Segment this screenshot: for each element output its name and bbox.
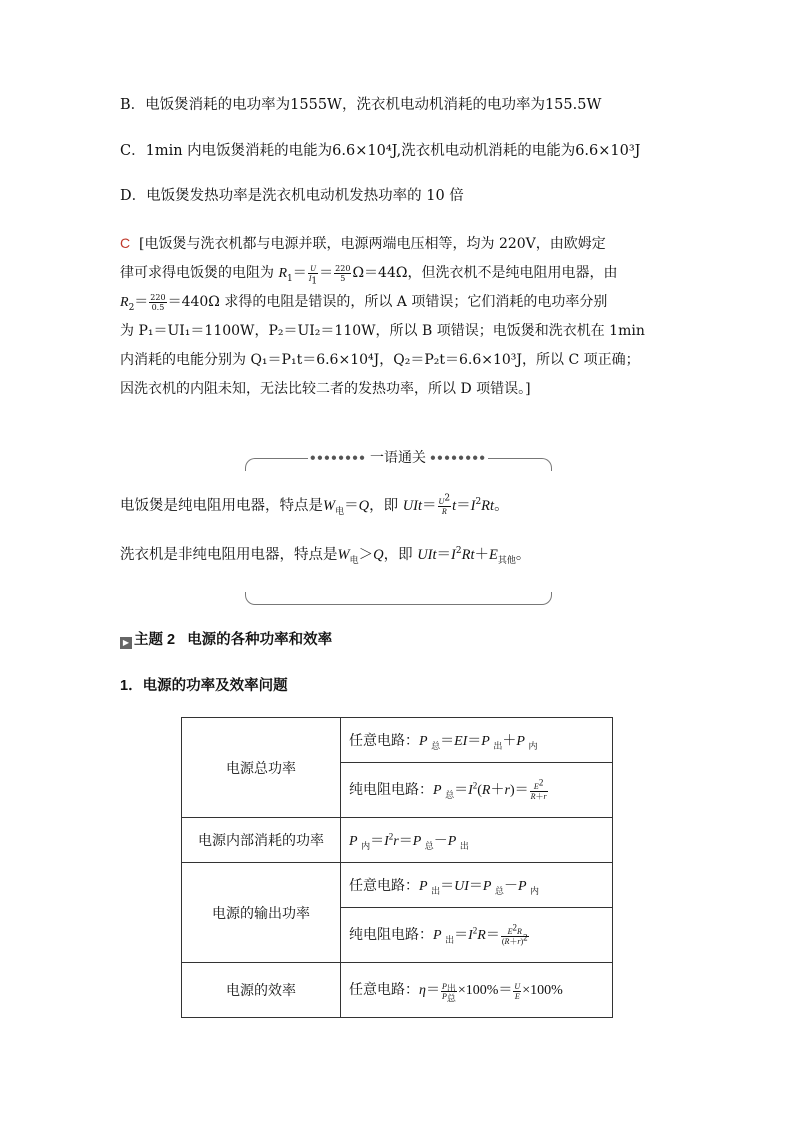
answer-line-5: 内消耗的电能分别为 Q₁＝P₁t＝6.6×10⁴J，Q₂＝P₂t＝6.6×10³J，所以 C 项正确； (120, 352, 640, 368)
callout-border-bottom (245, 592, 552, 605)
internal-power-formula: P $_内=I^2r=P$ $_总$－P $_出$ (341, 818, 613, 863)
theme-heading: ▶ 主题 2 电源的各种功率和效率 (120, 630, 332, 650)
answer-line-1: [电饭煲与洗衣机都与电源并联，电源两端电压相等，均为 220V，由欧姆定 (139, 236, 606, 252)
option-d: D．电饭煲发热功率是洗衣机电动机发热功率的 10 倍 (120, 188, 464, 204)
row-label-efficiency: 电源的效率 (182, 963, 341, 1018)
option-c: C．1min 内电饭煲消耗的电能为6.6×10⁴J,洗衣机电动机消耗的电能为6.6×10³J (120, 143, 641, 159)
total-power-any: 任意电路：P $_总$＝EI＝P $_出$＋P $_内$ (341, 718, 613, 763)
output-power-pure: 纯电阻电路：P $_出=I^2R=$ $\frac{E^2R}{(R+r)^2}$ (341, 908, 613, 963)
power-table (181, 717, 613, 1018)
row-label-output-power: 电源的输出功率 (182, 863, 341, 963)
total-power-pure: 纯电阻电路：P $_总=I^2(R+r)=$ $\frac{E^2}{R+r}$ (341, 763, 613, 818)
row-label-internal-power: 电源内部消耗的功率 (182, 818, 341, 863)
callout-line-1: 电饭煲是纯电阻用电器，特点是$W_电=Q$，即 UIt＝ $\frac{U^2}{R}$ $t=I^2Rt$。 (120, 492, 509, 517)
answer-line-6: 因洗衣机的内阻未知，无法比较二者的发热功率，所以 D 项错误。] (120, 381, 531, 397)
answer-letter: C (120, 235, 131, 251)
section-heading: 1．电源的功率及效率问题 (120, 678, 288, 694)
answer-line-2-rest: Ω＝44Ω，但洗衣机不是纯电阻用电器，由 (352, 265, 618, 281)
callout-line-2: 洗衣机是非纯电阻用电器，特点是$W_电>Q$，即 $UIt=I^2Rt+E_{其他}$。 (120, 546, 531, 566)
play-triangle-icon: ▶ (120, 637, 132, 649)
row-label-total-power: 电源总功率 (182, 718, 341, 818)
answer-line-4: 为 P₁＝UI₁＝1100W，P₂＝UI₂＝110W，所以 B 项错误；电饭煲和洗衣机在 1min (120, 323, 645, 339)
callout-title: ●●●●●●●● 一语通关 ●●●●●●●● (308, 448, 488, 467)
answer-explanation: C [电饭煲与洗衣机都与电源并联，电源两端电压相等，均为 220V，由欧姆定 律可求得电饭煲的电阻为 $R_1=$ $\frac{U}{I_1}$ ＝ $\frac{220}{5}$ Ω＝44Ω，但洗衣机不是纯电阻用电器，由 $R_2=$ $\frac{220}{0.5}$ ＝440Ω 求得的电阻是错误的，所以 A 项错误；它们消耗的电功率分别 为 P₁＝UI₁＝1100W，P₂＝UI₂＝110W，所以 B 项错误；电饭煲和洗衣机在 1min 内消耗的电能分别为 Q₁＝P₁t＝6.6×10⁴J，Q₂＝P₂t＝6.6×10³J，所以 C 项正确； 因洗衣机的内阻未知，无法比较二者的发热功率，所以 D 项错误。] (120, 229, 680, 404)
answer-line-3: ＝440Ω 求得的电阻是错误的，所以 A 项错误；它们消耗的电功率分别 (167, 294, 608, 310)
option-b: B．电饭煲消耗的电功率为1555W，洗衣机电动机消耗的电功率为155.5W (120, 97, 602, 113)
answer-line-2-text: 律可求得电饭煲的电阻为 (120, 265, 274, 281)
efficiency-formula: 任意电路：η＝ $\frac{P_出}{P_总}$ ×100%＝ $\frac{U}{E}$ ×100% (341, 963, 613, 1018)
output-power-any: 任意电路：P $_出$＝UI＝P $_总$－P $_内$ (341, 863, 613, 908)
